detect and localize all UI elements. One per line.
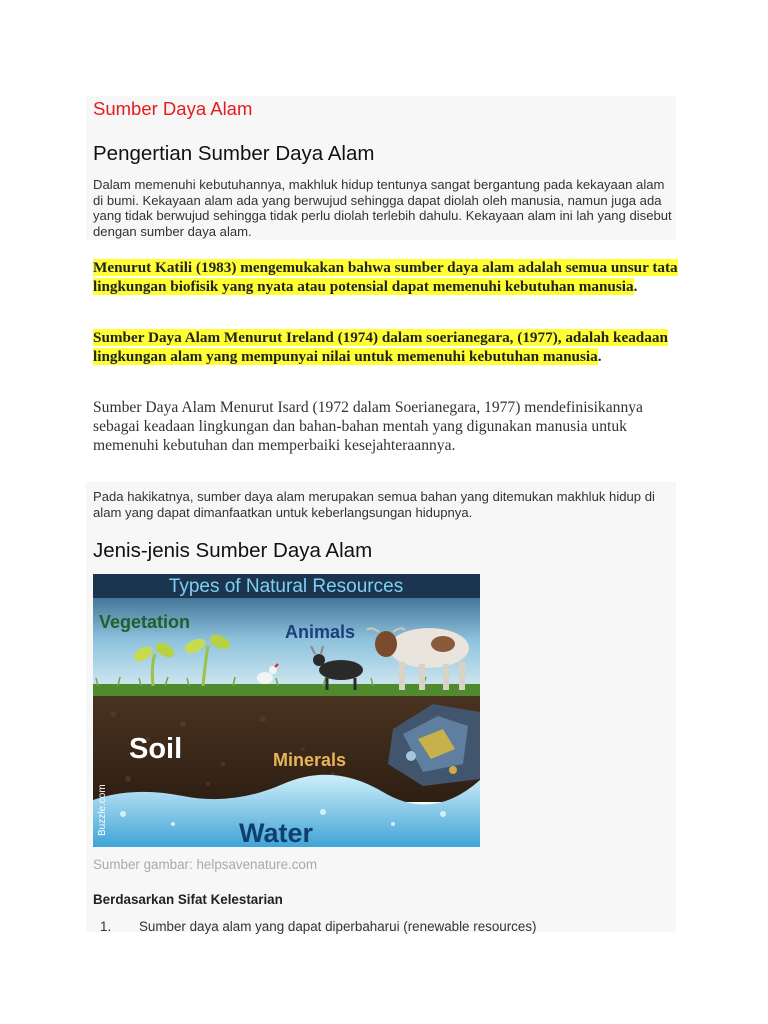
figure-watermark: Buzzle.com (97, 784, 108, 836)
list-item-number: 1. (100, 919, 112, 934)
natural-resources-figure (93, 574, 480, 847)
quote-katili-highlight: Menurut Katili (1983) mengemukakan bahwa sumber daya alam adalah semua unsur tata lingkungan biofisik yang nyata atau potensial dapat memenuhi kebutuhan manusia (93, 259, 678, 295)
section-heading-types: Jenis-jenis Sumber Daya Alam (93, 539, 373, 562)
quote-katili (93, 258, 678, 296)
figure-title: Types of Natural Resources (168, 576, 404, 597)
section-heading-definition: Pengertian Sumber Daya Alam (93, 142, 375, 165)
label-minerals: Minerals (273, 750, 347, 770)
intro-paragraph: Dalam memenuhi kebutuhannya, makhluk hidup tentunya sangat bergantung pada kekayaan alam di bumi. Kekayaan alam ada yang berwujud sehingga dapat diolah oleh manusia, namun juga ada yang tidak berwujud sehingga tidak perlu diolah terlebih dahulu. Kekayaan alam ini lah yang disebut dengan sumber daya alam. (93, 177, 672, 239)
label-soil: Soil (129, 733, 183, 765)
label-water: Water (239, 818, 314, 847)
quote-ireland-end: . (597, 348, 602, 365)
list-item-text: Sumber daya alam yang dapat diperbaharui (renewable resources) (139, 919, 537, 934)
label-vegetation: Vegetation (99, 612, 191, 632)
label-animals: Animals (285, 622, 356, 642)
quote-ireland (93, 328, 678, 366)
article-title: Sumber Daya Alam (93, 98, 253, 119)
natural-resources-illustration (93, 574, 480, 847)
subheading-sifat-kelestarian: Berdasarkan Sifat Kelestarian (93, 892, 283, 907)
summary-paragraph: Pada hakikatnya, sumber daya alam merupakan semua bahan yang ditemukan makhluk hidup di alam yang dapat dimanfaatkan untuk keberlangsungan hidupnya. (93, 489, 655, 520)
quote-ireland-highlight: Sumber Daya Alam Menurut Ireland (1974) dalam soerianegara, (1977), adalah keadaan lingkungan alam yang mempunyai nilai untuk memenuhi kebutuhan manusia (93, 329, 668, 365)
quote-isard: Sumber Daya Alam Menurut Isard (1972 dalam Soerianegara, 1977) mendefinisikannya sebagai keadaan lingkungan dan bahan-bahan mentah yang digunakan manusia untuk memenuhi kebutuhan dan memperbaiki kesejahteraannya. (93, 399, 643, 454)
figure-caption: Sumber gambar: helpsavenature.com (93, 857, 318, 872)
quote-katili-end: . (633, 278, 638, 295)
